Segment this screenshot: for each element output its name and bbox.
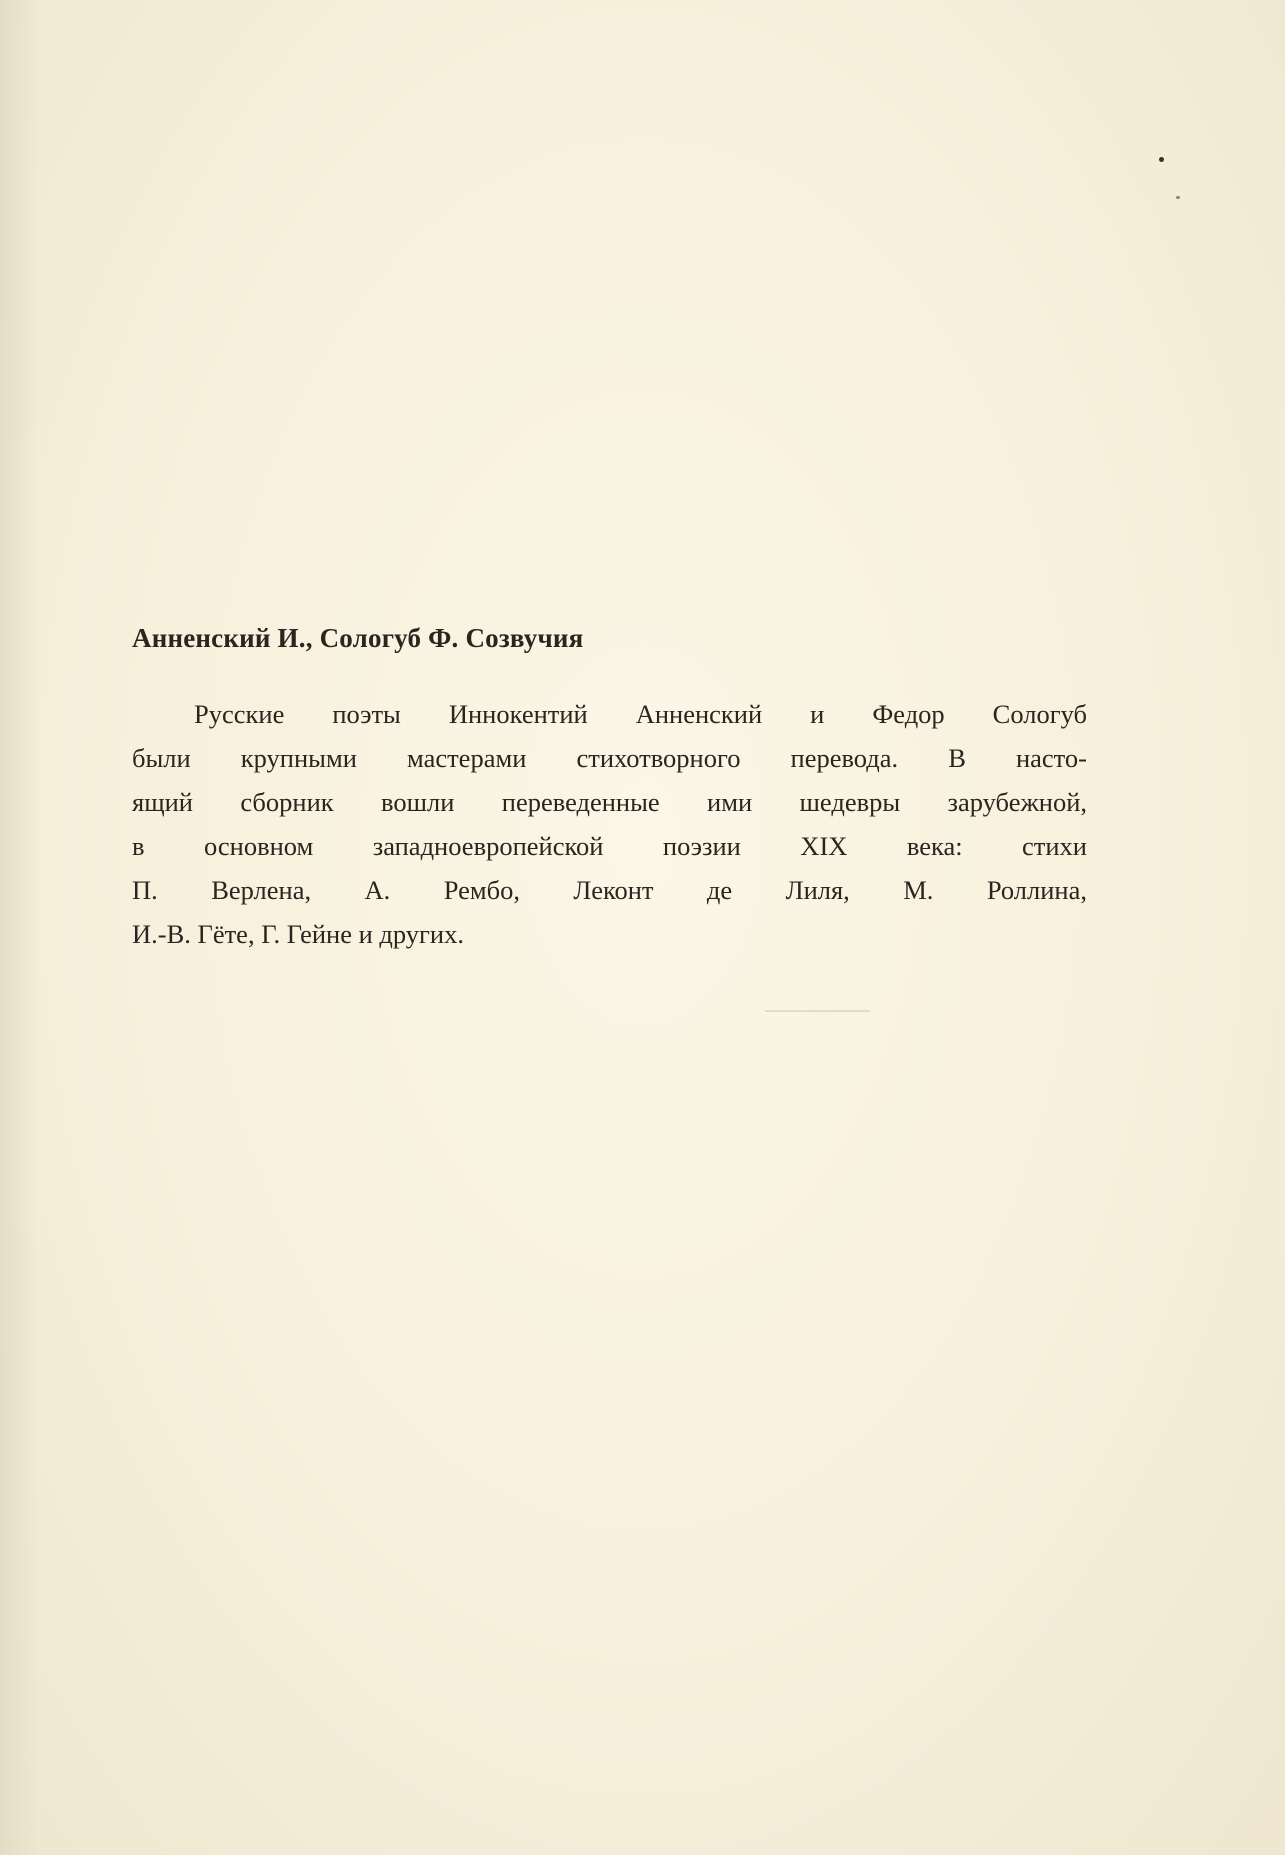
abstract-line: И.-В. Гёте, Г. Гейне и других. xyxy=(132,919,464,949)
abstract-line: были крупными мастерами стихотворного перевода. В насто- xyxy=(132,743,1087,773)
book-heading: Анненский И., Сологуб Ф. Созвучия xyxy=(132,623,584,653)
annotation-block xyxy=(132,620,1087,956)
book-abstract xyxy=(132,692,1087,956)
abstract-line: в основном западноевропейской поэзии XIX века: стихи xyxy=(132,831,1087,861)
paper-mark xyxy=(765,1010,870,1012)
abstract-line: ящий сборник вошли переведенные ими шедевры зарубежной, xyxy=(132,787,1087,817)
ink-speck xyxy=(1159,157,1164,162)
abstract-line: П. Верлена, А. Рембо, Леконт де Лиля, М. Роллина, xyxy=(132,875,1087,905)
ink-speck xyxy=(1176,196,1180,199)
abstract-line: Русские поэты Иннокентий Анненский и Федор Сологуб xyxy=(194,699,1087,729)
page-gutter-shadow xyxy=(0,0,40,1855)
